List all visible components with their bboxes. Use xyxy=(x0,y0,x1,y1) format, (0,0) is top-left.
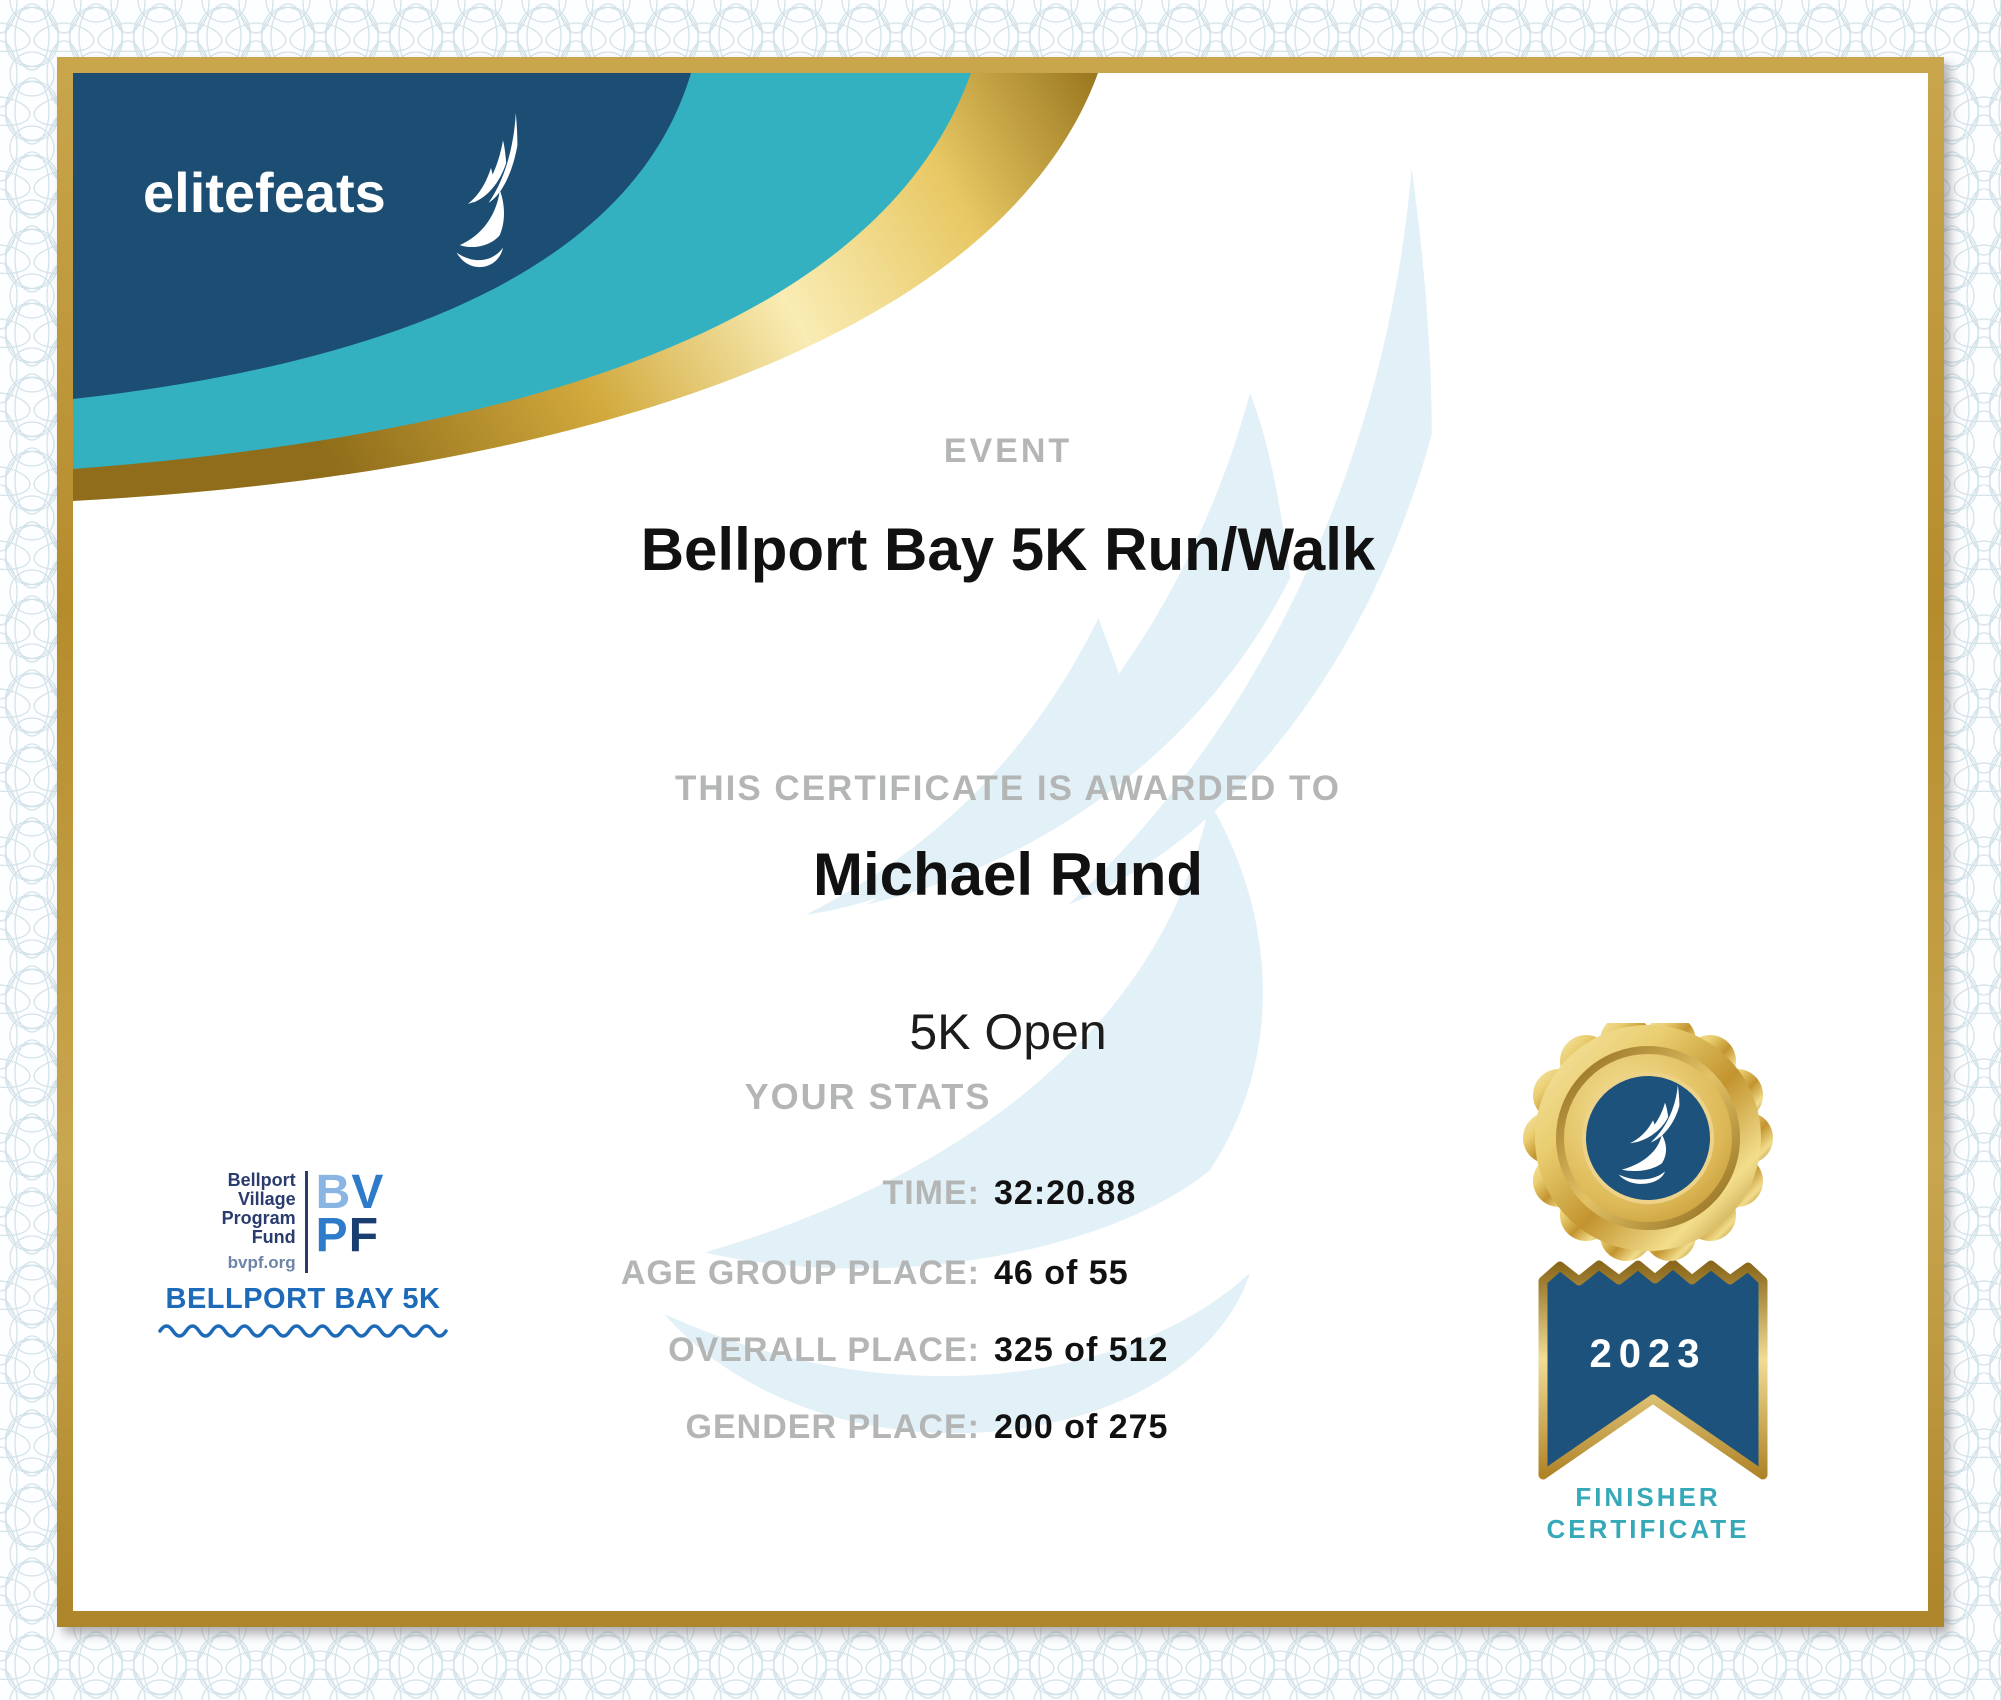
bvpf-word: Fund xyxy=(251,1227,296,1247)
awarded-label: THIS CERTIFICATE IS AWARDED TO xyxy=(674,769,1342,808)
bvpf-words xyxy=(222,1171,305,1273)
bvpf-letter-p: P xyxy=(315,1209,349,1262)
bvpf-letter-b: B xyxy=(315,1166,352,1219)
bvpf-initials xyxy=(308,1166,385,1273)
division-name: 5K Open xyxy=(909,1004,1107,1060)
stat-value: 46 of 55 xyxy=(994,1254,1129,1292)
bvpf-lockup xyxy=(133,1166,473,1273)
medal-year: 2023 xyxy=(1589,1332,1707,1376)
bvpf-word: Bellport xyxy=(227,1170,296,1190)
bvpf-letter-v: V xyxy=(351,1166,385,1219)
finisher-caption xyxy=(1488,1481,1808,1545)
gold-frame xyxy=(57,57,1944,1627)
stat-value: 325 of 512 xyxy=(994,1331,1169,1369)
stat-value: 200 of 275 xyxy=(994,1408,1169,1446)
winged-foot-icon xyxy=(447,113,527,275)
bvpf-letter-f: F xyxy=(348,1209,380,1262)
sponsor-logo-bvpf xyxy=(133,1166,473,1343)
stat-row-gender-place xyxy=(508,1408,1508,1447)
bvpf-url: bvpf.org xyxy=(227,1253,296,1272)
event-name: Bellport Bay 5K Run/Walk xyxy=(640,516,1376,583)
wave-underline-decoration xyxy=(157,1320,449,1338)
stat-row-time xyxy=(508,1174,1508,1213)
bvpf-event-name: BELLPORT BAY 5K xyxy=(165,1283,441,1315)
your-stats-label: YOUR STATS xyxy=(744,1076,992,1117)
finisher-line2: CERTIFICATE xyxy=(1546,1514,1750,1544)
stat-label: GENDER PLACE: xyxy=(685,1408,980,1446)
stat-label: OVERALL PLACE: xyxy=(668,1331,980,1369)
brand-wordmark: elitefeats xyxy=(143,161,386,224)
stat-row-age-group-place xyxy=(508,1254,1508,1293)
bvpf-word: Program xyxy=(221,1208,296,1228)
finisher-line1: FINISHER xyxy=(1575,1482,1721,1512)
bvpf-word: Village xyxy=(237,1189,296,1209)
stat-label: TIME: xyxy=(882,1174,980,1212)
certificate-body xyxy=(73,73,1928,1611)
stat-label: AGE GROUP PLACE: xyxy=(620,1254,980,1292)
medal-ribbon xyxy=(1543,1264,1763,1475)
recipient-name: Michael Rund xyxy=(812,841,1204,908)
stat-row-overall-place xyxy=(508,1331,1508,1370)
stat-value: 32:20.88 xyxy=(994,1174,1137,1212)
medal-rosette xyxy=(1523,1023,1773,1261)
event-label: EVENT xyxy=(943,432,1073,470)
